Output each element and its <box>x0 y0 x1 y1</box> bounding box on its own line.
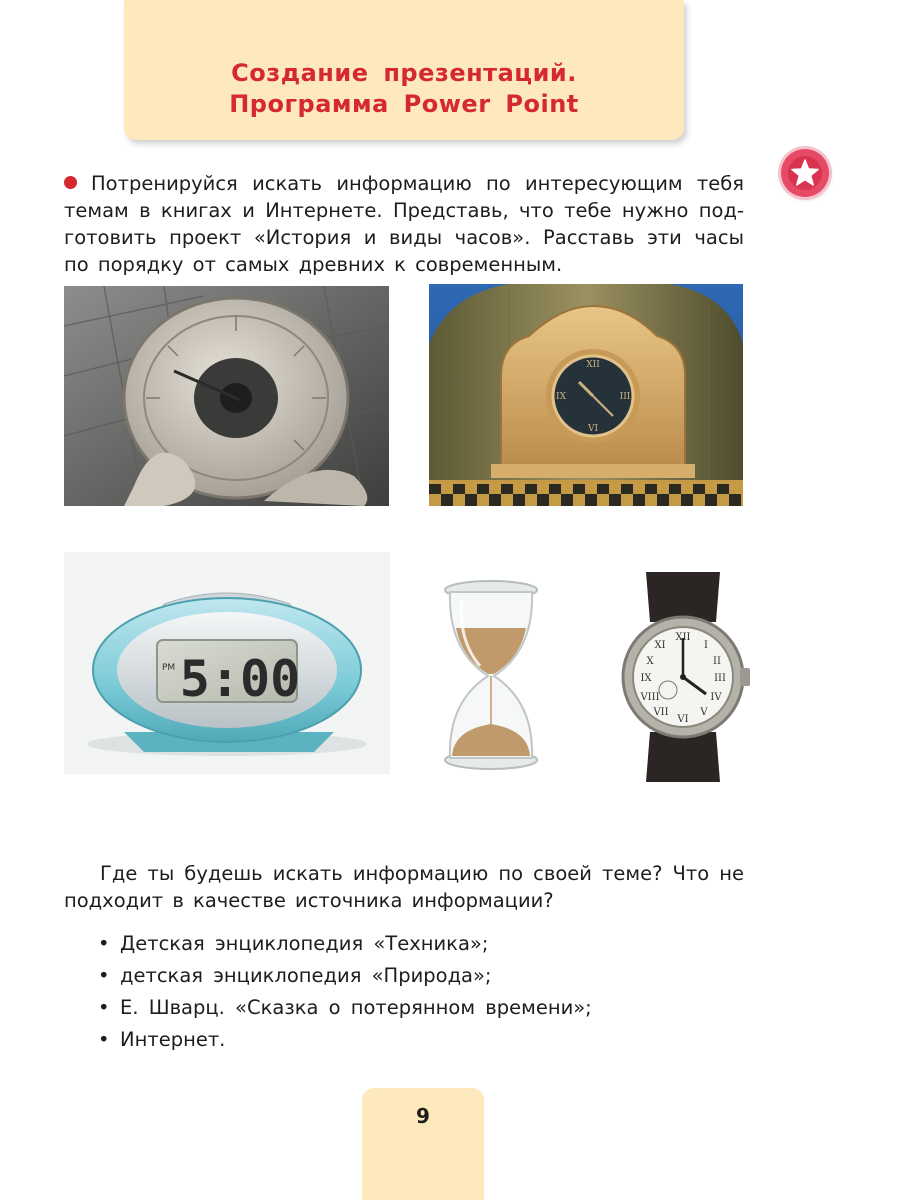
svg-text:III: III <box>714 673 726 684</box>
page-title-line-1: Создание презентаций. <box>231 59 577 87</box>
alarm-pm-label: PM <box>162 663 176 673</box>
page-title-line-2: Программа Power Point <box>229 90 579 118</box>
star-icon <box>781 149 829 197</box>
list-item: • Интернет. <box>98 1024 738 1056</box>
question-line-2: подходит в качестве источника информации? <box>64 889 554 912</box>
alarm-clock-image <box>64 552 390 774</box>
title-banner <box>124 0 684 140</box>
bullet-dot-icon <box>64 176 77 189</box>
question-line-1: Где ты будешь искать информацию по своей теме? Что не <box>100 862 744 885</box>
svg-text:IX: IX <box>556 392 566 402</box>
svg-text:VIII: VIII <box>640 692 660 703</box>
svg-text:II: II <box>713 656 721 667</box>
task-line-2: темам в книгах и Интернете. Представь, что тебе нужно под- <box>64 199 744 222</box>
list-item: • Е. Шварц. «Сказка о потерянном времени»; <box>98 992 738 1024</box>
source-list <box>98 928 738 1056</box>
svg-text:IV: IV <box>710 692 722 703</box>
sundial-image <box>64 286 389 506</box>
svg-text:XI: XI <box>654 640 666 651</box>
list-item: • Детская энциклопедия «Техника»; <box>98 928 738 960</box>
svg-text:VI: VI <box>587 424 599 434</box>
page-number-tab <box>362 1088 484 1200</box>
list-item: • детская энциклопедия «Природа»; <box>98 960 738 992</box>
svg-text:V: V <box>700 707 708 718</box>
page-number: 9 <box>416 1104 430 1128</box>
task-line-4: по порядку от самых древних к современным. <box>64 253 563 276</box>
svg-text:XII: XII <box>675 632 691 643</box>
svg-text:X: X <box>646 656 654 667</box>
alarm-time-display: 5:00 <box>179 650 301 708</box>
svg-text:VII: VII <box>653 707 669 718</box>
hourglass-image <box>440 580 542 772</box>
svg-text:III: III <box>619 392 631 402</box>
task-line-1: Потренируйся искать информацию по интересующим тебя <box>91 172 744 195</box>
svg-text:XII: XII <box>586 360 600 370</box>
task-paragraph <box>64 170 744 278</box>
task-line-3: готовить проект «История и виды часов». Расставь эти часы <box>64 226 744 249</box>
svg-text:I: I <box>704 640 708 651</box>
tower-clock-image <box>429 284 743 506</box>
svg-text:VI: VI <box>677 714 689 725</box>
svg-text:IX: IX <box>640 673 652 684</box>
question-paragraph <box>64 860 744 914</box>
wristwatch-image <box>616 572 750 782</box>
